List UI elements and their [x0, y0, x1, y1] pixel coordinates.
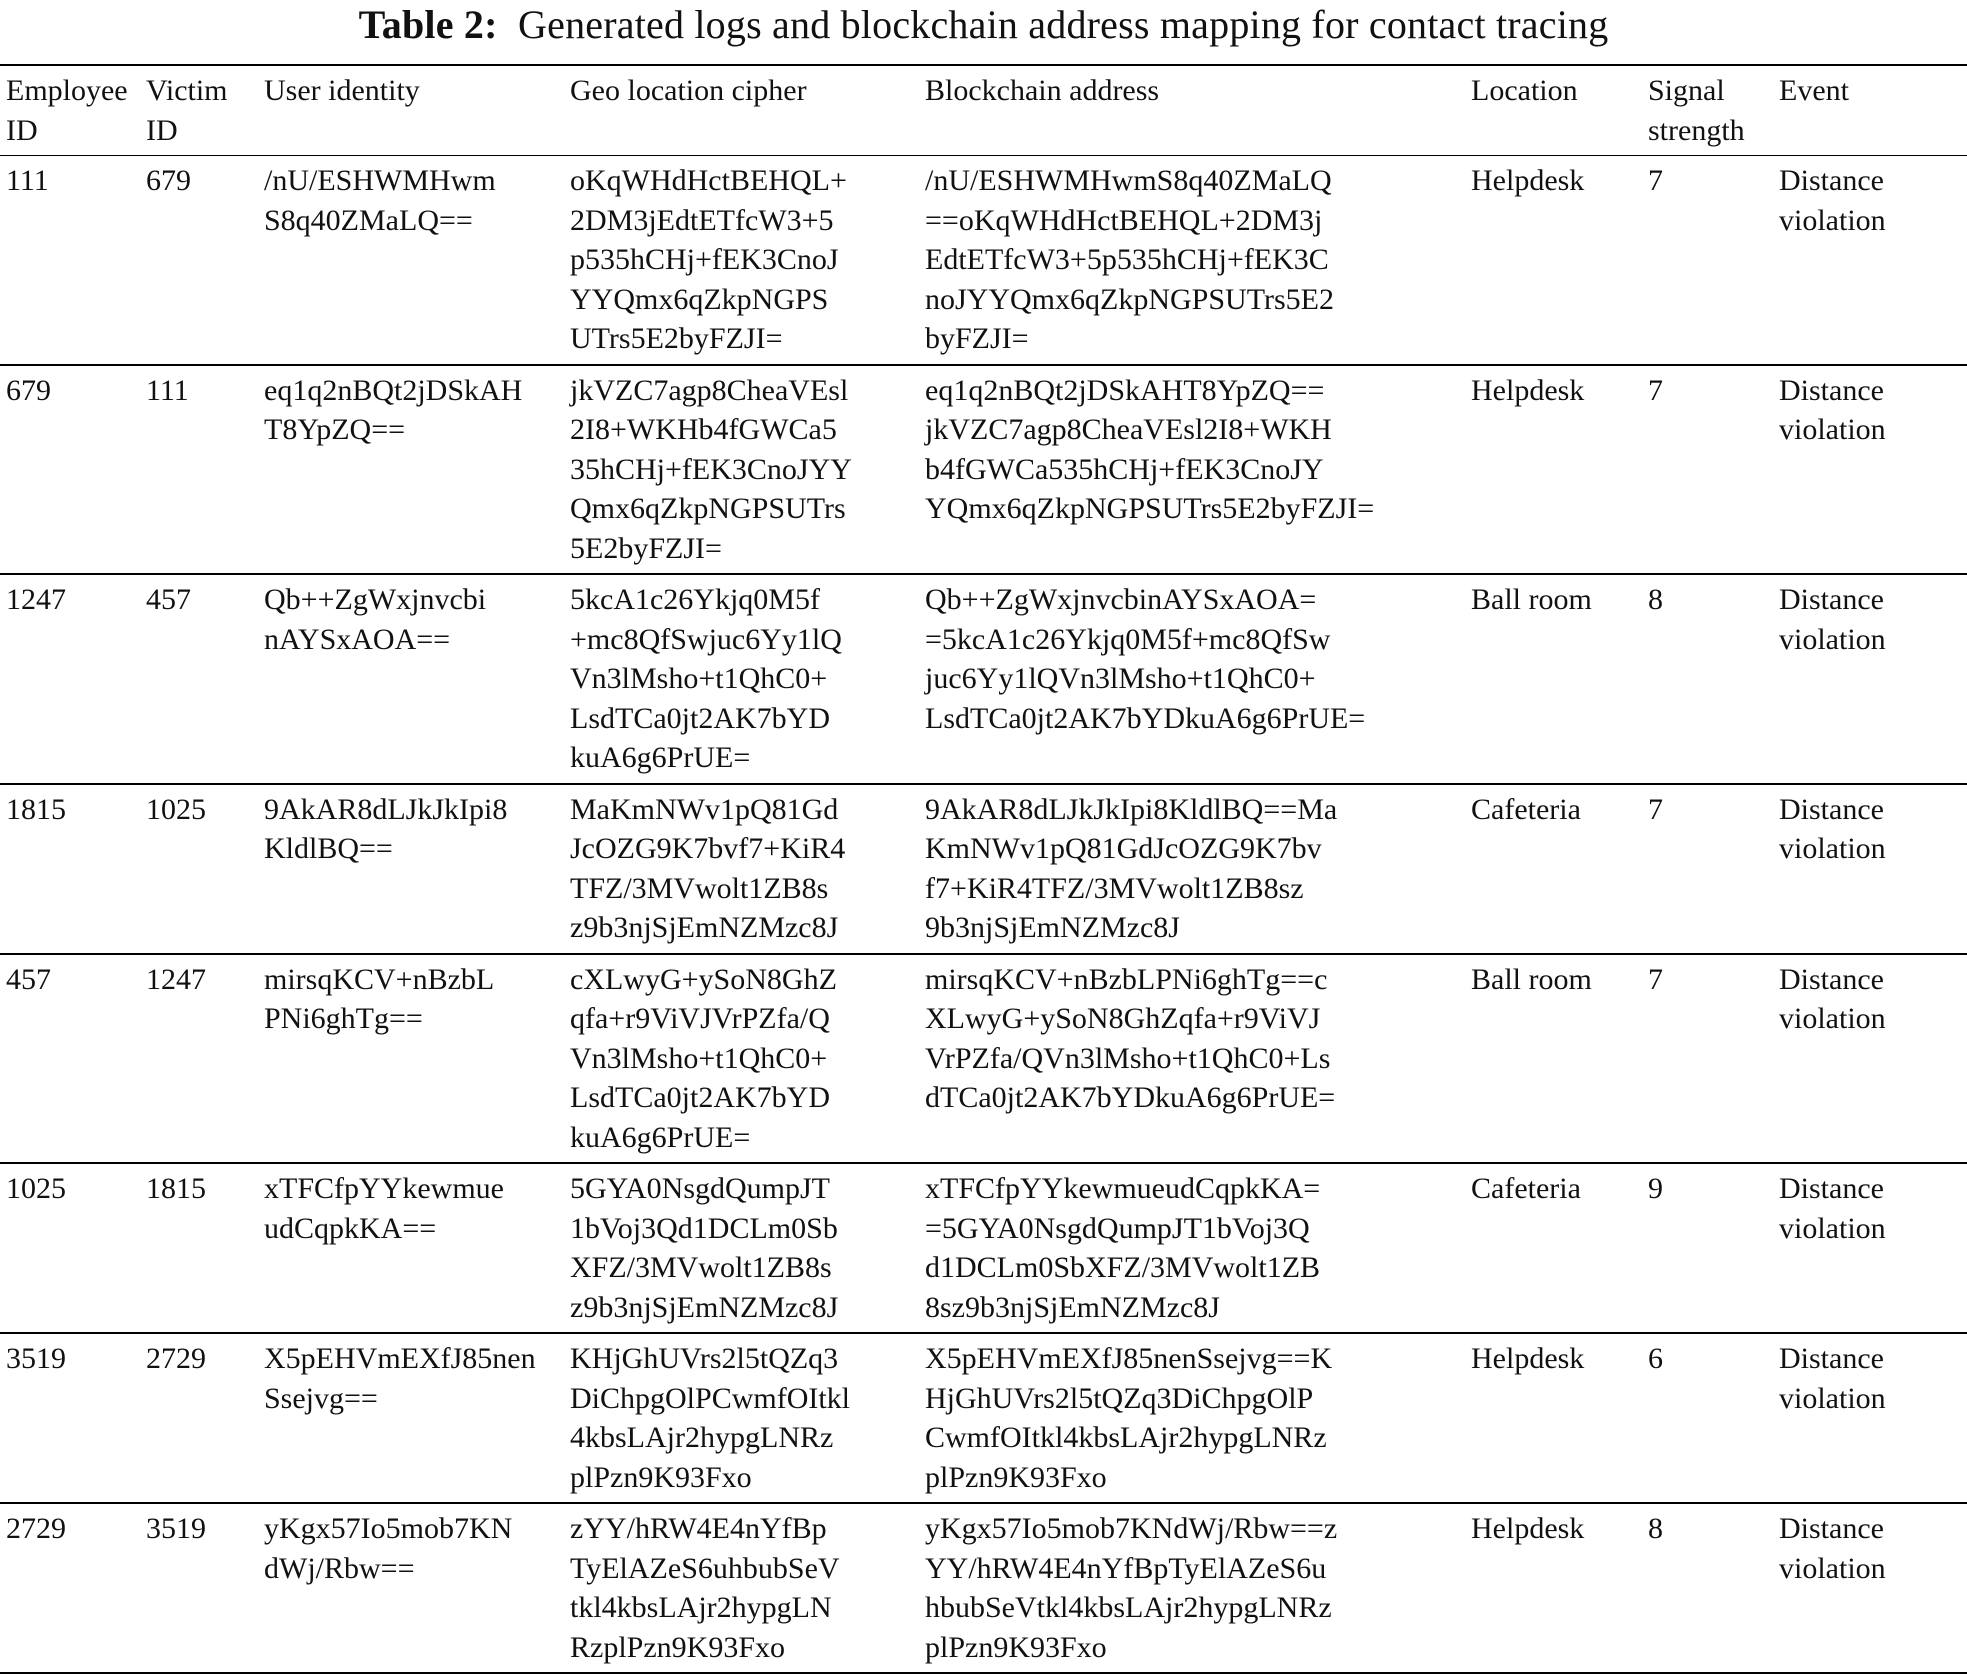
location-cell: Ball room	[1471, 962, 1592, 996]
table-row	[0, 365, 1967, 575]
table-caption-text: Generated logs and blockchain address mapping for contact tracing	[518, 2, 1609, 47]
location-cell: Ball room	[1471, 583, 1592, 616]
table-row	[0, 1503, 1967, 1673]
signal-strength-cell: 7	[1648, 373, 1663, 407]
employee-id-cell: 679	[6, 373, 51, 407]
blockchain-address-cell: Qb++ZgWxjnvcbinAYSxAOA= =5kcA1c26Ykjq0M5f+mc8QfSw juc6Yy1lQVn3lMsho+t1QhC0+ LsdTCa0jt2AK7bYDkuA6g6PrUE=	[925, 583, 1366, 735]
contact-tracing-table	[0, 64, 1967, 1674]
blockchain-address-cell: mirsqKCV+nBzbLPNi6ghTg==c XLwyG+ySoN8GhZqfa+r9ViVJ VrPZfa/QVn3lMsho+t1QhC0+Ls dTCa0jt2AK7bYDkuA6g6PrUE=	[925, 962, 1336, 1114]
user-identity-cell: mirsqKCV+nBzbL PNi6ghTg==	[264, 962, 495, 1035]
blockchain-address-cell: eq1q2nBQt2jDSkAHT8YpZQ== jkVZC7agp8CheaVEsl2I8+WKH b4fGWCa535hCHj+fEK3CnoJY YQmx6qZkpNGPSUTrs5E2byFZJI=	[925, 373, 1375, 525]
employee-id-cell: 1025	[6, 1172, 66, 1205]
signal-strength-cell: 8	[1648, 583, 1663, 616]
blockchain-address-cell: /nU/ESHWMHwmS8q40ZMaLQ ==oKqWHdHctBEHQL+2DM3j EdtETfcW3+5p535hCHj+fEK3C noJYYQmx6qZkpNGPSUTrs5E2 byFZJI=	[925, 164, 1334, 355]
table-row	[0, 574, 1967, 784]
header-blockchain-address: Blockchain address	[925, 74, 1160, 107]
header-victim-id: Victim ID	[146, 74, 228, 147]
user-identity-cell: /nU/ESHWMHwm S8q40ZMaLQ==	[264, 164, 496, 237]
blockchain-address-cell: xTFCfpYYkewmueudCqpkKA= =5GYA0NsgdQumpJT1bVoj3Q d1DCLm0SbXFZ/3MVwolt1ZB 8sz9b3njSjEmNZMzc8J	[925, 1172, 1321, 1324]
user-identity-cell: yKgx57Io5mob7KN dWj/Rbw==	[264, 1512, 513, 1585]
table-row	[0, 784, 1967, 954]
table-row	[0, 156, 1967, 365]
event-cell: Distance violation	[1779, 583, 1886, 656]
user-identity-cell: X5pEHVmEXfJ85nen Ssejvg==	[264, 1342, 536, 1415]
table-row	[0, 1333, 1967, 1503]
geo-cipher-cell: zYY/hRW4E4nYfBp TyElAZeS6uhbubSeV tkl4kbsLAjr2hypgLN RzplPzn9K93Fxo	[570, 1512, 840, 1664]
user-identity-cell: Qb++ZgWxjnvcbi nAYSxAOA==	[264, 583, 487, 656]
victim-id-cell: 1025	[146, 792, 206, 826]
employee-id-cell: 1815	[6, 792, 66, 826]
geo-cipher-cell: jkVZC7agp8CheaVEsl 2I8+WKHb4fGWCa5 35hCHj+fEK3CnoJYY Qmx6qZkpNGPSUTrs 5E2byFZJI=	[570, 373, 852, 565]
blockchain-address-cell: 9AkAR8dLJkJkIpi8KldlBQ==Ma KmNWv1pQ81GdJcOZG9K7bv f7+KiR4TFZ/3MVwolt1ZB8sz 9b3njSjEmNZMzc8J	[925, 792, 1338, 944]
geo-cipher-cell: cXLwyG+ySoN8GhZ qfa+r9ViVJVrPZfa/Q Vn3lMsho+t1QhC0+ LsdTCa0jt2AK7bYD kuA6g6PrUE=	[570, 962, 837, 1154]
location-cell: Helpdesk	[1471, 1342, 1585, 1375]
victim-id-cell: 3519	[146, 1512, 206, 1545]
event-cell: Distance violation	[1779, 962, 1886, 1035]
event-cell: Distance violation	[1779, 164, 1886, 237]
geo-cipher-cell: oKqWHdHctBEHQL+ 2DM3jEdtETfcW3+5 p535hCHj+fEK3CnoJ YYQmx6qZkpNGPS UTrs5E2byFZJI=	[570, 164, 847, 355]
signal-strength-cell: 9	[1648, 1172, 1663, 1205]
blockchain-address-cell: X5pEHVmEXfJ85nenSsejvg==K HjGhUVrs2l5tQZq3DiChpgOlP CwmfOItkl4kbsLAjr2hypgLNRz plPzn9K93Fxo	[925, 1342, 1333, 1494]
user-identity-cell: xTFCfpYYkewmue udCqpkKA==	[264, 1172, 504, 1245]
location-cell: Cafeteria	[1471, 1172, 1581, 1205]
employee-id-cell: 1247	[6, 583, 66, 616]
victim-id-cell: 1247	[146, 962, 206, 996]
employee-id-cell: 3519	[6, 1342, 66, 1375]
user-identity-cell: eq1q2nBQt2jDSkAH T8YpZQ==	[264, 373, 523, 446]
victim-id-cell: 2729	[146, 1342, 206, 1375]
victim-id-cell: 1815	[146, 1172, 206, 1205]
table-caption-label: Table 2:	[358, 2, 498, 47]
employee-id-cell: 111	[6, 164, 49, 197]
user-identity-cell: 9AkAR8dLJkJkIpi8 KldlBQ==	[264, 792, 508, 865]
blockchain-address-cell: yKgx57Io5mob7KNdWj/Rbw==z YY/hRW4E4nYfBpTyElAZeS6u hbubSeVtkl4kbsLAjr2hypgLNRz plPzn9K93Fxo	[925, 1512, 1338, 1664]
location-cell: Helpdesk	[1471, 373, 1585, 407]
victim-id-cell: 679	[146, 164, 191, 197]
event-cell: Distance violation	[1779, 792, 1886, 865]
geo-cipher-cell: MaKmNWv1pQ81Gd JcOZG9K7bvf7+KiR4 TFZ/3MVwolt1ZB8s z9b3njSjEmNZMzc8J	[570, 792, 846, 944]
table-caption	[0, 0, 1967, 49]
table-row	[0, 1163, 1967, 1333]
location-cell: Cafeteria	[1471, 792, 1581, 826]
employee-id-cell: 2729	[6, 1512, 66, 1545]
signal-strength-cell: 7	[1648, 792, 1663, 826]
geo-cipher-cell: KHjGhUVrs2l5tQZq3 DiChpgOlPCwmfOItkl 4kbsLAjr2hypgLNRz plPzn9K93Fxo	[570, 1342, 851, 1494]
header-signal-strength: Signal strength	[1648, 74, 1745, 147]
signal-strength-cell: 7	[1648, 962, 1663, 996]
event-cell: Distance violation	[1779, 1172, 1886, 1245]
header-event: Event	[1779, 74, 1849, 107]
employee-id-cell: 457	[6, 962, 51, 996]
header-user-identity: User identity	[264, 74, 420, 107]
location-cell: Helpdesk	[1471, 1512, 1585, 1545]
geo-cipher-cell: 5kcA1c26Ykjq0M5f +mc8QfSwjuc6Yy1lQ Vn3lMsho+t1QhC0+ LsdTCa0jt2AK7bYD kuA6g6PrUE=	[570, 583, 842, 774]
event-cell: Distance violation	[1779, 1342, 1886, 1415]
event-cell: Distance violation	[1779, 373, 1886, 446]
victim-id-cell: 111	[146, 373, 189, 407]
table-header-row	[0, 65, 1967, 156]
header-geo-location-cipher: Geo location cipher	[570, 74, 807, 107]
signal-strength-cell: 6	[1648, 1342, 1663, 1375]
header-location: Location	[1471, 74, 1578, 107]
victim-id-cell: 457	[146, 583, 191, 616]
geo-cipher-cell: 5GYA0NsgdQumpJT 1bVoj3Qd1DCLm0Sb XFZ/3MVwolt1ZB8s z9b3njSjEmNZMzc8J	[570, 1172, 839, 1324]
table-row	[0, 954, 1967, 1164]
signal-strength-cell: 8	[1648, 1512, 1663, 1545]
location-cell: Helpdesk	[1471, 164, 1585, 197]
signal-strength-cell: 7	[1648, 164, 1663, 197]
header-employee-id: Employee ID	[6, 74, 128, 147]
event-cell: Distance violation	[1779, 1512, 1886, 1585]
